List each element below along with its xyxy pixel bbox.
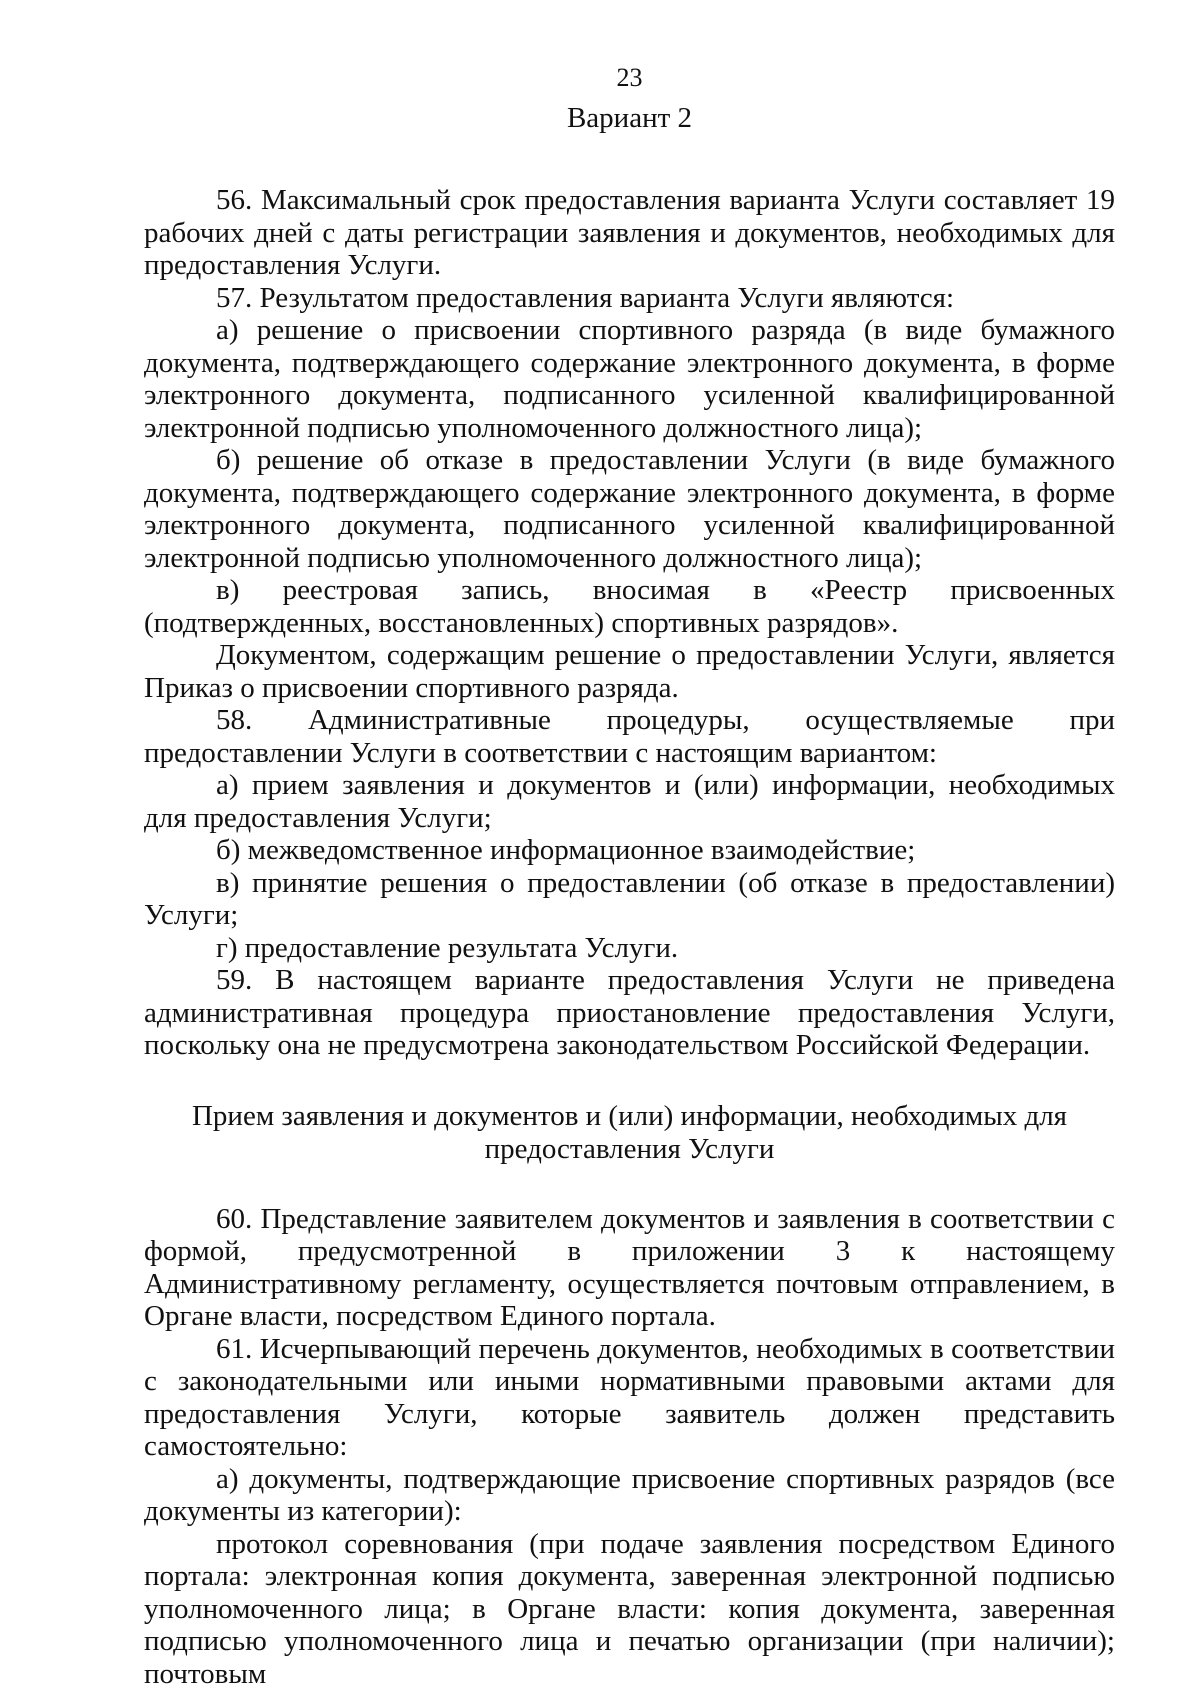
paragraph-59: 59. В настоящем варианте предоставления Услуги не приведена административная процедура приостановление предоставления Услуги, поскольку она не предусмотрена законодательством Российской Федерации. [144,964,1115,1061]
subsection-heading-line-1: Прием заявления и документов и (или) информации, необходимых для [191,1099,1068,1132]
paragraph-document-result: Документом, содержащим решение о предоставлении Услуги, является Приказ о присвоении спортивного разряда. [144,639,1115,704]
list-item-58g: г) предоставление результата Услуги. [216,931,679,964]
paragraph-56: 56. Максимальный срок предоставления варианта Услуги составляет 19 рабочих дней с даты регистрации заявления и документов, необходимых для предоставления Услуги. [144,184,1115,281]
list-item-57v: в) реестровая запись, вносимая в «Реестр присвоенных (подтвержденных, восстановленных) спортивных разрядов». [144,574,1115,639]
paragraph-60: 60. Представление заявителем документов и заявления в соответствии с формой, предусмотренной в приложении 3 к настоящему Административному регламенту, осуществляется почтовым отправлением, в Органе власти, посредством Единого портала. [144,1202,1115,1332]
document-page [144,60,1115,1690]
paragraph-58: 58. Административные процедуры, осуществляемые при предоставлении Услуги в соответствии с настоящим вариантом: [144,704,1115,769]
paragraph-protocol: протокол соревнования (при подаче заявления посредством Единого портала: электронная копия документа, заверенная электронной подписью уполномоченного лица; в Органе власти: копия документа, заверенная подписью уполномоченного лица и печатью организации (при наличии); почтовым [144,1527,1115,1690]
list-item-58a: а) прием заявления и документов и (или) информации, необходимых для предоставления Услуги; [144,769,1115,834]
paragraph-61: 61. Исчерпывающий перечень документов, необходимых в соответствии с законодательными или иными нормативными правовыми актами для предоставления Услуги, которые заявитель должен представить самостоятельно: [144,1332,1115,1462]
list-item-57a: а) решение о присвоении спортивного разряда (в виде бумажного документа, подтверждающего содержание электронного документа, в форме электронного документа, подписанного усиленной квалифицированной электронной подписью уполномоченного должностного лица); [144,314,1115,444]
subsection-heading-line-2: предоставления Услуги [484,1132,775,1165]
list-item-58v: в) принятие решения о предоставлении (об отказе в предоставлении) Услуги; [144,866,1115,931]
page-number: 23 [616,63,643,92]
section-heading: Вариант 2 [566,102,693,134]
list-item-61a: а) документы, подтверждающие присвоение спортивных разрядов (все документы из категории): [144,1462,1115,1527]
list-item-58b: б) межведомственное информационное взаимодействие; [216,834,916,866]
subsection-heading [144,1100,1115,1166]
paragraph-57: 57. Результатом предоставления варианта Услуги являются: [216,281,954,314]
list-item-57b: б) решение об отказе в предоставлении Услуги (в виде бумажного документа, подтверждающего содержание электронного документа, в форме электронного документа, подписанного усиленной квалифицированной электронной подписью уполномоченного должностного лица); [144,444,1115,574]
